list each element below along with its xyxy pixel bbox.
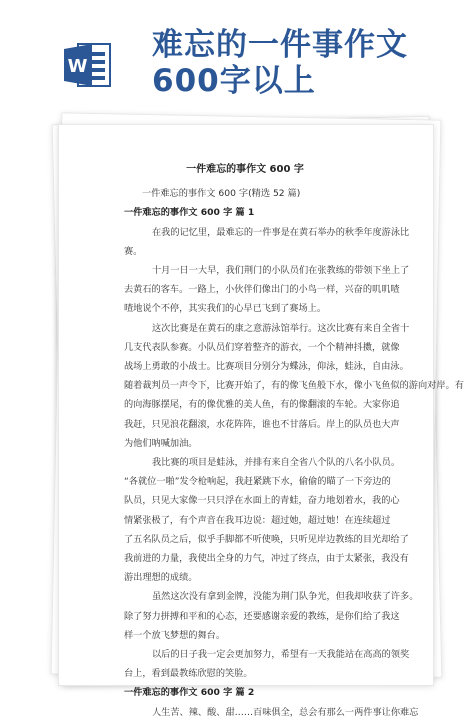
document-line: 人生苦、辣、酸、甜……百味俱全，总会有那么一两件事让你难忘 <box>152 706 419 718</box>
document-line: 的向海豚摆尾，有的像优雅的美人鱼，有的像翻滚的车轮。大家你追 <box>124 399 400 411</box>
page-subtitle: 600字以上 <box>152 63 316 99</box>
document-line: 以后的日子我一定会更加努力，希望有一天我能站在高高的领奖 <box>152 649 410 661</box>
document-line: 除了努力拼搏和平和的心态，还要感谢亲爱的教练，是你们给了我这 <box>124 610 400 622</box>
document-line: 去黄石的客车。一路上，小伙伴们像出门的小鸟一样，兴奋的叽叽喳 <box>124 284 400 296</box>
document-line: 几支代表队参赛。小队员们穿着整齐的游衣，一个个精神抖擞，就像 <box>124 341 400 353</box>
document-line: 十月一日一大早，我们荆门的小队员们在张教练的带领下坐上了 <box>152 265 410 277</box>
header <box>0 0 474 100</box>
document-line: 队员，只见大家像一只只浮在水面上的青蛙，奋力地划着水，我的心 <box>124 495 400 507</box>
word-document-icon <box>62 40 112 90</box>
document-line: 随着裁判员一声令下，比赛开始了，有的像飞鱼般下水，像小飞鱼似的游向对岸。有 <box>124 380 464 392</box>
document-line: 我比赛的项目是蛙泳，并排有来自全省八个队的八名小队员。 <box>152 457 401 469</box>
page-title: 难忘的一件事作文 <box>152 27 408 63</box>
document-line: 情紧张极了，有个声音在我耳边说：超过她，超过她！在连续超过 <box>124 514 391 526</box>
document-line: 样一个放飞梦想的舞台。 <box>124 629 226 641</box>
document-line: 赛。 <box>124 245 143 257</box>
document-title: 一件难忘的事作文 600 字 <box>186 164 304 175</box>
document-line: 台上，看到最教练欣慰的笑脸。 <box>124 668 253 680</box>
svg-text:W: W <box>67 56 88 77</box>
document-line: 一件难忘的事作文 600 字(精选 52 篇) <box>142 188 301 200</box>
document-line: 战场上勇敢的小战士。比赛项目分别分为蝶泳，仰泳，蛙泳，自由泳。 <box>124 361 409 373</box>
document-line: 了五名队员之后，似乎手脚都不听使唤，只听见岸边教练的目光却给了 <box>124 533 409 545</box>
section-heading: 一件难忘的事作文 600 字 篇 2 <box>124 687 255 699</box>
document-line: 游出理想的成绩。 <box>124 572 198 584</box>
section-heading: 一件难忘的事作文 600 字 篇 1 <box>124 207 255 219</box>
document-line: 喳地说个不停，其实我们的心早已飞到了赛场上。 <box>124 303 327 315</box>
document-line: “各就位一啪”发令枪响起，我赶紧跳下水，偷偷的瞄了一下旁边的 <box>124 476 391 488</box>
document-line: 虽然这次没有拿到金牌，没能为荆门队争光，但我却收获了许多。 <box>152 591 419 603</box>
document-line: 为他们呐喊加油。 <box>124 437 198 449</box>
document-line: 在我的记忆里，最难忘的一件事是在黄石举办的秋季年度游泳比 <box>152 226 410 238</box>
document-line: 我前进的力量，我使出全身的力气，冲过了终点，由于太紧张，我没有 <box>124 553 409 565</box>
document-line: 这次比赛是在黄石的康之意游泳馆举行。这次比赛有来自全省十 <box>152 322 410 334</box>
document-line: 我赶，只见浪花翻滚，水花阵阵，谁也不甘落后。岸上的队员也大声 <box>124 418 400 430</box>
document-body <box>124 160 464 722</box>
